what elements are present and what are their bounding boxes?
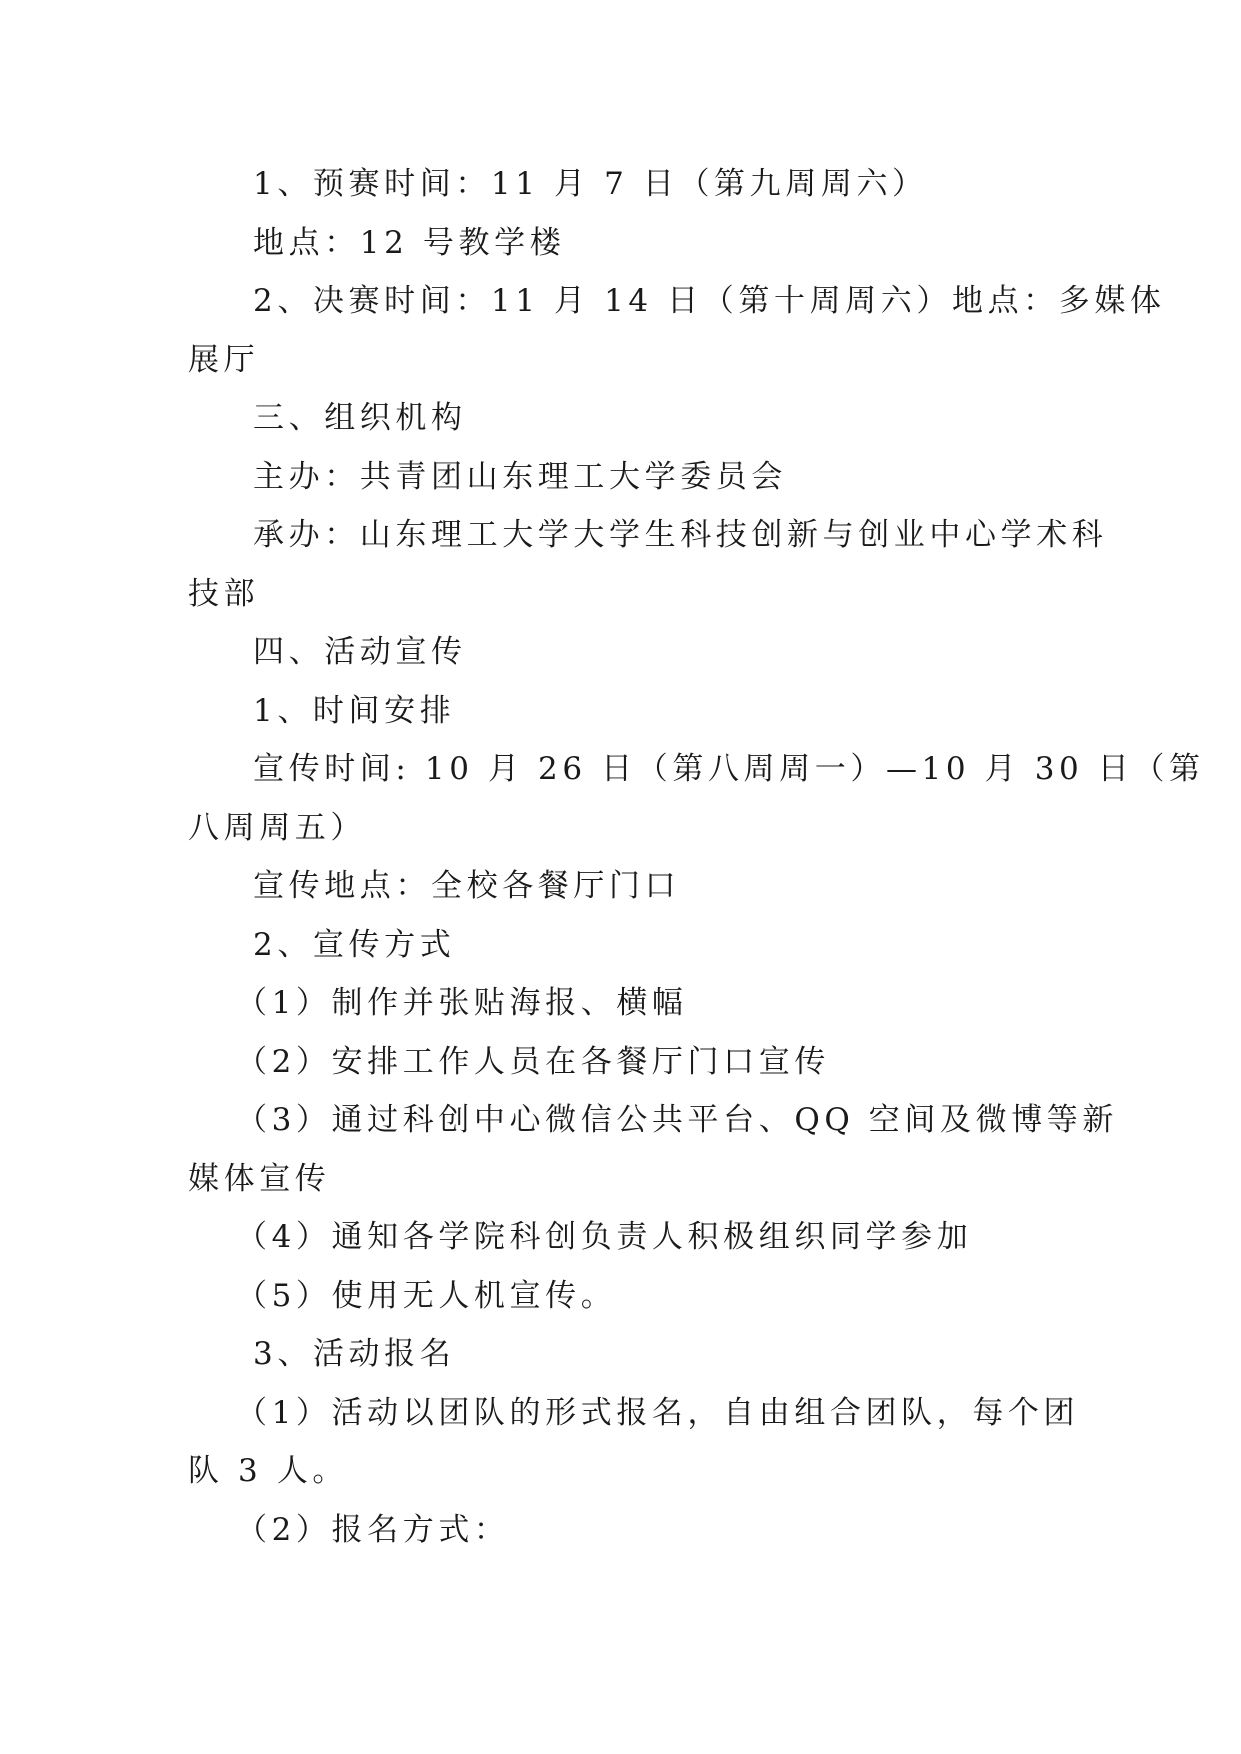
- registration-item-2: （2）报名方式：: [236, 1511, 510, 1548]
- co-organizer-line: 承办：山东理工大学大学生科技创新与创业中心学术科: [253, 517, 1108, 553]
- co-organizer-continued-line: 技部: [188, 575, 260, 612]
- publicity-location-line: 宣传地点：全校各餐厅门口: [253, 868, 681, 904]
- organizer-line: 主办：共青团山东理工大学委员会: [253, 458, 787, 495]
- method-item-4: （4）通知各学院科创负责人积极组织同学参加: [236, 1219, 973, 1255]
- method-item-3: （3）通过科创中心微信公共平台、QQ 空间及微博等新: [236, 1102, 1119, 1138]
- subheading-methods: 2、宣传方式: [253, 926, 456, 963]
- registration-item-1: （1）活动以团队的形式报名，自由组合团队，每个团: [236, 1394, 1080, 1431]
- prelim-time-line: 1、预赛时间：11 月 7 日（第九周周六）: [253, 166, 928, 202]
- section-heading-publicity: 四、活动宣传: [253, 634, 467, 670]
- final-time-line: 2、决赛时间：11 月 14 日（第十周周六）地点：多媒体: [253, 283, 1166, 319]
- subheading-registration: 3、活动报名: [253, 1336, 456, 1372]
- document-body: [188, 155, 1205, 1559]
- final-location-continued-line: 展厅: [188, 341, 260, 378]
- method-item-5: （5）使用无人机宣传。: [236, 1277, 617, 1314]
- registration-item-1-continued: 队 3 人。: [188, 1453, 349, 1489]
- method-item-2: （2）安排工作人员在各餐厅门口宣传: [236, 1043, 830, 1080]
- prelim-location-line: 地点：12 号教学楼: [253, 224, 566, 261]
- subheading-schedule: 1、时间安排: [253, 692, 456, 729]
- publicity-time-line: 宣传时间: 10 月 26 日（第八周周一）—10 月 30 日（第: [253, 751, 1205, 787]
- method-item-3-continued: 媒体宣传: [188, 1160, 331, 1197]
- publicity-time-continued-line: 八周周五）: [188, 809, 366, 846]
- section-heading-organization: 三、组织机构: [253, 400, 467, 436]
- method-item-1: （1）制作并张贴海报、横幅: [236, 985, 688, 1021]
